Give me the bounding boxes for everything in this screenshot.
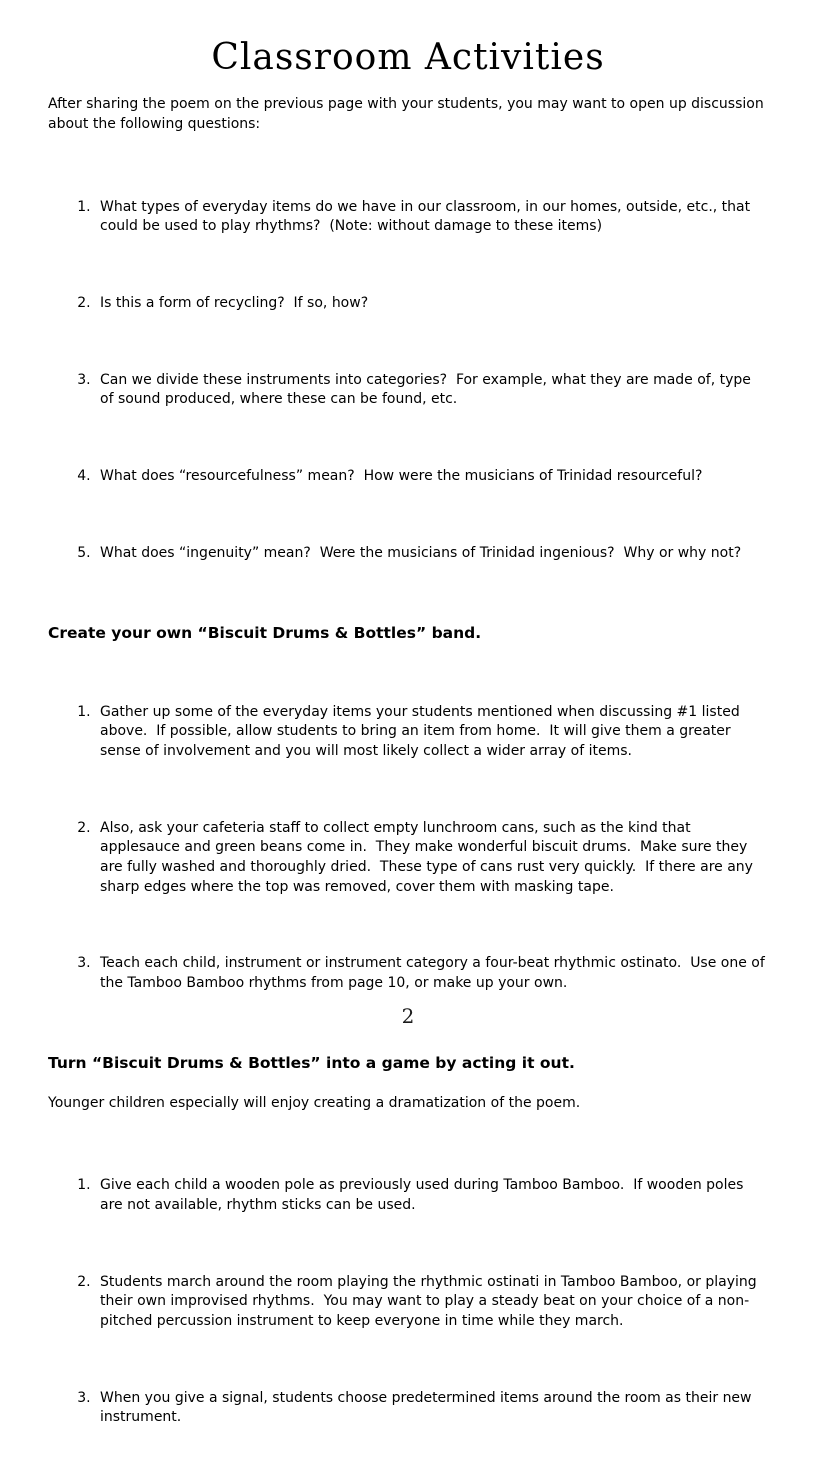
list-item: 2. Students march around the room playing the rhythmic ostinati in Tamboo Bamboo, or playing their own improvised rhythms. You may want to play a steady beat on your choice of a non-pitched percussion instrument to keep everyone in time while they march. (95, 1273, 768, 1332)
game-activity-list (48, 1137, 768, 1467)
band-activity-list (48, 664, 768, 1033)
list-item: 3. Teach each child, instrument or instrument category a four-beat rhythmic ostinato. Use one of the Tamboo Bamboo rhythms from page 10, or make up your own. (95, 954, 768, 993)
page-title: Classroom Activities (211, 37, 605, 78)
list-item: 1. Give each child a wooden pole as previously used during Tamboo Bamboo. If wooden poles are not available, rhythm sticks can be used. (95, 1176, 768, 1215)
section-heading-band: Create your own “Biscuit Drums & Bottles” band. (48, 623, 482, 642)
list-item: 5. What does “ingenuity” mean? Were the musicians of Trinidad ingenious? Why or why not? (95, 544, 768, 564)
list-item: 4. What does “resourcefulness” mean? How were the musicians of Trinidad resourceful? (95, 467, 768, 487)
list-item: 1. What types of everyday items do we have in our classroom, in our homes, outside, etc., that could be used to play rhythms? (Note: without damage to these items) (95, 198, 768, 237)
page-number: 2 (401, 1004, 415, 1028)
discussion-questions-list (48, 158, 768, 602)
section-intro-paragraph: Younger children especially will enjoy creating a dramatization of the poem. (48, 1094, 581, 1111)
list-item: 2. Also, ask your cafeteria staff to collect empty lunchroom cans, such as the kind that applesauce and green beans come in. They make wonderful biscuit drums. Make sure they are fully washed and thoroughly dried. These type of cans rust very quickly. If there are any sharp edges where the top was removed, cover them with masking tape. (95, 819, 768, 897)
intro-paragraph: After sharing the poem on the previous page with your students, you may want to open up discussion about the following questions: (48, 96, 769, 132)
list-item: 3. Can we divide these instruments into categories? For example, what they are made of, type of sound produced, where these can be found, etc. (95, 371, 768, 410)
section-heading-game: Turn “Biscuit Drums & Bottles” into a game by acting it out. (48, 1053, 575, 1072)
list-item: 1. Gather up some of the everyday items your students mentioned when discussing #1 listed above. If possible, allow students to bring an item from home. It will give them a greater sense of involvement and you will most likely collect a wider array of items. (95, 703, 768, 762)
list-item: 3. When you give a signal, students choose predetermined items around the room as their new instrument. (95, 1389, 768, 1428)
list-item: 2. Is this a form of recycling? If so, how? (95, 294, 768, 314)
